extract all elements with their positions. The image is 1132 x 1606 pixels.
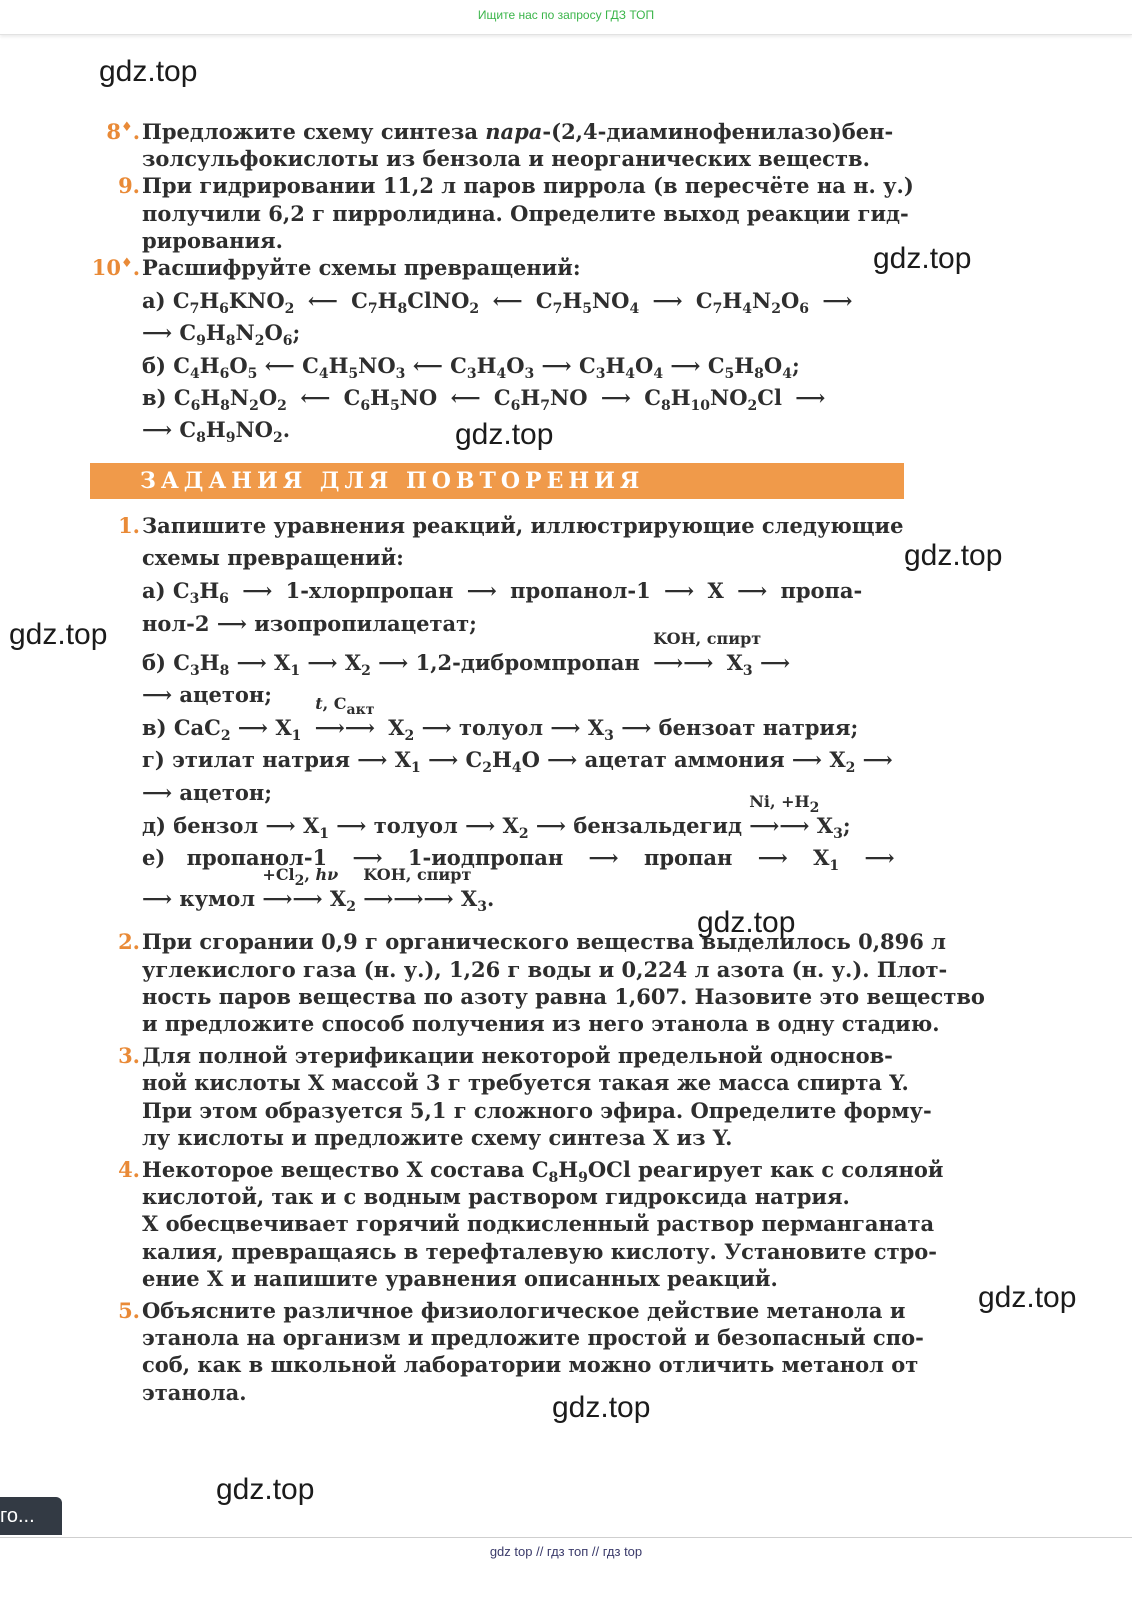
text: ность паров вещества по азоту равна 1,607. Назовите это вещество (142, 983, 985, 1009)
text: и предложите способ получения из него этанола в одну стадию. (142, 1011, 940, 1037)
footer-links[interactable]: gdz top // гдз топ // гдз top (489, 1544, 643, 1559)
text: нол-2 (142, 610, 210, 636)
scheme-v-cont: ⟶ $C_8H_9NO_2$. (142, 417, 291, 447)
watermark: gdz.top (216, 1473, 315, 1506)
text: При сгорании 0,9 г органического вещества выделилось 0,896 л (142, 929, 946, 955)
text: ацетон; (179, 779, 273, 805)
text: Расшифруйте схемы превращений: (142, 255, 581, 281)
watermark: gdz.top (904, 539, 1003, 572)
task-8: 8♦. Предложите схему синтеза пара-(2,4-диаминофенилазо)бен- золсульфокислоты из бензола и неорганических веществ. (90, 118, 922, 172)
text: Запишите уравнения реакций, иллюстрирующие следующие (142, 513, 904, 538)
search-hint-bar (0, 0, 1132, 35)
text: Для полной этерификации некоторой предельной односнов- (142, 1043, 893, 1069)
text: ацетон; (179, 682, 273, 708)
text: -(2,4-диаминофенилазо)бен- (542, 119, 894, 144)
section-title: ЗАДАНИЯ ДЛЯ ПОВТОРЕНИЯ (140, 468, 645, 494)
scheme-b: б) $C_4H_6O_5$ ⟵ $C_4H_5NO_3$ ⟵ $C_3H_4O_3$ ⟶ $C_3H_4O_4$ ⟶ $C_5H_8O_4$; (142, 352, 800, 382)
scheme-1d: д) бензол ⟶ $X_1$ ⟶ толуол ⟶ $X_2$ ⟶ бензальдегид Ni, $+H_2$ ⟶⟶ $X_3$; (142, 791, 851, 842)
watermark: gdz.top (99, 55, 198, 88)
arrow-label: Ni, $+H_2$ (749, 791, 820, 816)
text: толуол (373, 812, 458, 838)
text: калия, превращаясь в терефталевую кислоту. Установите стро- (142, 1238, 938, 1264)
task-number: 1. (118, 513, 140, 538)
text: пропанол-1 (510, 578, 651, 604)
text: 1-иодпропан (407, 845, 564, 871)
arrow-label: KOH, спирт (653, 628, 762, 648)
scheme-a-cont: ⟶ $C_9H_8N_2O_6$; (142, 320, 301, 350)
text: 1-хлорпропан (285, 578, 454, 604)
task-number: 5. (118, 1298, 140, 1324)
text: пропа- (780, 578, 863, 604)
text: этилат натрия (172, 747, 350, 773)
text: пропанол-1 (186, 845, 328, 871)
arrow-label: KOH, спирт (363, 865, 472, 885)
text: лу кислоты и предложите схему синтеза X из Y. (142, 1124, 733, 1150)
text: ацетат аммония (584, 747, 785, 773)
scheme-1e: е) пропанол-1 ⟶ 1-иодпропан ⟶ пропан ⟶ $X_1$ ⟶ (142, 845, 895, 875)
scheme-v: в) $C_6H_8N_2O_2$ ⟵ $C_6H_5NO$ ⟵ $C_6H_7NO$ ⟶ $C_8H_{10}NO_2Cl$ ⟶ (142, 384, 826, 414)
text: изопропилацетат; (254, 610, 477, 636)
task-number: 10 (91, 255, 122, 281)
search-hint-text: Ищите нас по запросу ГДЗ ТОП (477, 8, 655, 22)
text: 1,2-дибромпропан (415, 649, 640, 675)
watermark: gdz.top (455, 418, 554, 451)
section-header (90, 463, 904, 499)
text: кислотой, так и с водным раствором гидроксида натрия. (142, 1184, 850, 1210)
text: бензол (173, 812, 259, 838)
watermark: gdz.top (697, 906, 796, 939)
text: этанола. (142, 1379, 247, 1405)
task-number: 9. (118, 173, 140, 199)
arrow-label: $+Cl_2$, hν (262, 865, 339, 890)
scheme-a: а) $C_7H_6KNO_2$ ⟵ $C_7H_8ClNO_2$ ⟵ $C_7H_5NO_4$ ⟶ $C_7H_4N_2O_6$ ⟶ (142, 288, 853, 318)
task-10: 10♦. Расшифруйте схемы превращений: а) $C_7H_6KNO_2$ ⟵ $C_7H_8ClNO_2$ ⟵ $C_7H_5NO_4$ ⟶ $C_7H_4N_2O_6$ ⟶ ⟶ $C_9H_8N_2O_6$; б) $C_4H_6O_5$ ⟵ $C_4H_5NO_3$ ⟵ $C_3H_4O_3$ ⟶ $C_3H_4O_4$ ⟶ $C_5H_8O_4$; в) $C_6H_8N_2O_2$ ⟵ $C_6H_5NO$ ⟵ $C_6H_7NO$ ⟶ $C_8H_{10}NO_2Cl$ ⟶ ⟶ $C_8H_9NO_2$. (90, 254, 922, 443)
footer (0, 1537, 1132, 1606)
scheme-1b: б) $C_3H_8$ ⟶ $X_1$ ⟶ $X_2$ ⟶ 1,2-дибромпропан KOH, спирт ⟶⟶ $X_3$ ⟶ (142, 628, 791, 679)
review-task-4: 4. Некоторое вещество X состава $C_8H_9OCl$ реагирует как с соляной кислотой, так и с водным раствором гидроксида натрия. X обесцвечивает горячий подкисленный раствор перманганата калия, превращаясь в терефталевую кислоту. Установите стро- ение X и напишите уравнения описанных реакций. (90, 1156, 922, 1292)
scheme-1g: г) этилат натрия ⟶ $X_1$ ⟶ $C_2H_4O$ ⟶ ацетат аммония ⟶ $X_2$ ⟶ (142, 747, 893, 777)
text: Объясните различное физиологическое действие метанола и (142, 1298, 906, 1324)
text: При гидрировании 11,2 л паров пиррола (в пересчёте на н. у.) (142, 173, 914, 199)
text: бензальдегид (573, 812, 742, 838)
watermark: gdz.top (978, 1281, 1077, 1314)
text: пропан (643, 845, 733, 871)
text: Некоторое вещество X состава C (142, 1157, 549, 1183)
scheme-1a: а) $C_3H_6$ ⟶ 1-хлорпропан ⟶ пропанол-1 ⟶ X ⟶ пропа- (142, 578, 863, 608)
scheme-1v: в) CaC$_2$ ⟶ $X_1$ t, $C_{акт}$ ⟶⟶ $X_2$ ⟶ толуол ⟶ $X_3$ ⟶ бензоат натрия; (142, 694, 859, 745)
arrow-label: t, $C_{акт}$ (315, 694, 375, 719)
text: ной кислоты X массой 3 г требуется такая же масса спирта Y. (142, 1070, 909, 1096)
text: Предложите схему синтеза (142, 119, 486, 144)
text: кумол (179, 886, 256, 912)
review-task-3 (90, 1042, 932, 1151)
text: соб, как в школьной лаборатории можно отличить метанол от (142, 1352, 919, 1378)
task-number: 2. (118, 929, 140, 955)
text: ение X и напишите уравнения описанных реакций. (142, 1265, 778, 1291)
watermark: gdz.top (873, 242, 972, 275)
task-9 (90, 172, 922, 254)
text: При этом образуется 5,1 г сложного эфира. Определите форму- (142, 1097, 932, 1123)
review-task-1 (90, 512, 922, 916)
text: углекислого газа (н. у.), 1,26 г воды и 0,224 л азота (н. у.). Плот- (142, 956, 948, 982)
scheme-1e-cont: ⟶ кумол $+Cl_2$, hν ⟶⟶ $X_2$ KOH, спирт ⟶⟶⟶ $X_3$. (142, 865, 495, 916)
task-number: 8 (106, 119, 122, 144)
scheme-1b-cont: ⟶ ацетон; (142, 682, 273, 708)
text: получили 6,2 г пирролидина. Определите выход реакции гид- (142, 200, 909, 226)
text: бензоат натрия; (658, 715, 859, 741)
scheme-1a-cont: нол-2 ⟶ изопропилацетат; (142, 610, 477, 636)
review-task-2 (90, 928, 985, 1037)
text: рирования. (142, 227, 283, 253)
watermark: gdz.top (9, 618, 108, 651)
watermark: gdz.top (552, 1391, 651, 1424)
text: золсульфокислоты из бензола и неорганических веществ. (142, 146, 870, 172)
text: X обесцвечивает горячий подкисленный раствор перманганата (142, 1211, 935, 1237)
text: схемы превращений: (142, 545, 404, 571)
floating-badge[interactable]: го... (0, 1497, 62, 1535)
text: толуол (459, 715, 544, 741)
tasks-upper (90, 118, 922, 447)
text-italic: пара (485, 119, 543, 144)
scheme-1g-cont: ⟶ ацетон; (142, 779, 273, 805)
review-task-5 (90, 1297, 922, 1406)
task-number: 3. (118, 1043, 140, 1069)
text: этанола на организм и предложите простой и безопасный спо- (142, 1325, 924, 1351)
task-number: 4. (118, 1157, 140, 1183)
